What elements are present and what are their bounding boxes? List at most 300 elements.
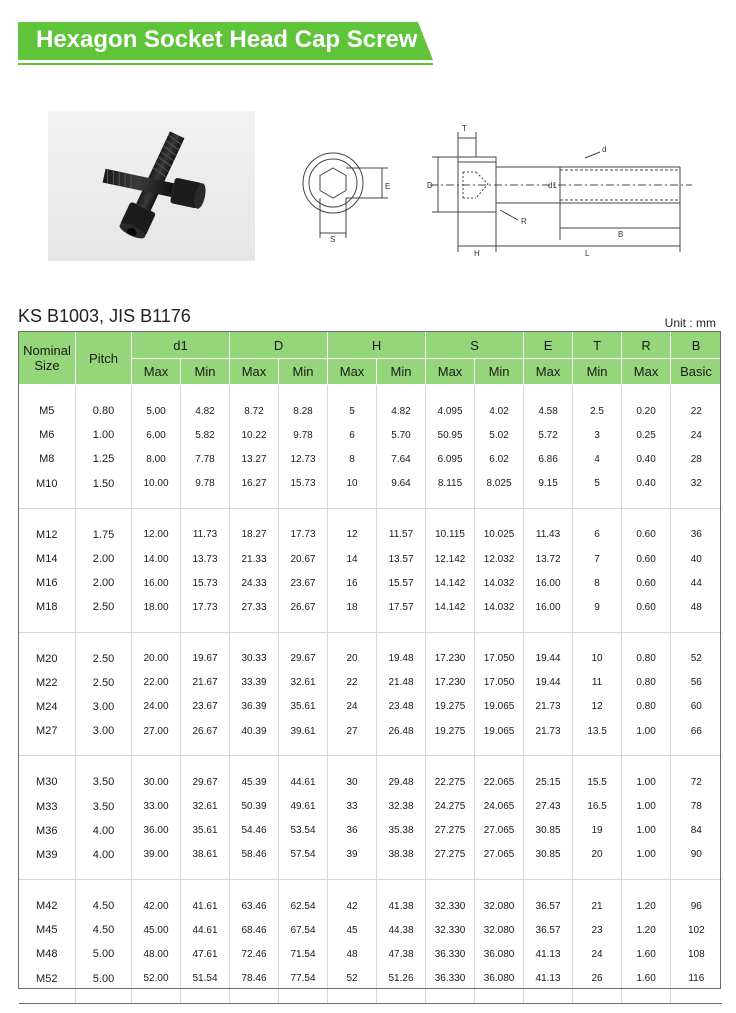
- table-cell: 16.00: [524, 571, 573, 595]
- table-cell: 66: [671, 719, 722, 756]
- table-cell: 19.275: [426, 695, 475, 719]
- table-cell: 52: [671, 632, 722, 671]
- cell-pitch: 2.00: [76, 547, 132, 571]
- header-pitch: Pitch: [76, 332, 132, 385]
- label-S: S: [330, 235, 336, 244]
- table-cell: 90: [671, 843, 722, 880]
- label-H: H: [474, 249, 480, 258]
- table-cell: 26.67: [279, 595, 328, 632]
- table-cell: 17.57: [377, 595, 426, 632]
- cell-nominal-size: M39: [19, 843, 76, 880]
- table-cell: 12.73: [279, 447, 328, 471]
- table-cell: 39: [328, 843, 377, 880]
- table-cell: 15.57: [377, 571, 426, 595]
- table-cell: 8.00: [132, 447, 181, 471]
- table-cell: 21.73: [524, 695, 573, 719]
- table-cell: 9.78: [279, 423, 328, 447]
- table-cell: 7.64: [377, 447, 426, 471]
- subheader: Max: [622, 359, 671, 385]
- cell-pitch: 4.50: [76, 880, 132, 919]
- table-cell: 35.38: [377, 819, 426, 843]
- table-cell: 32.330: [426, 918, 475, 942]
- table-cell: 63.46: [230, 880, 279, 919]
- cell-nominal-size: M52: [19, 967, 76, 1004]
- table-cell: 54.46: [230, 819, 279, 843]
- table-cell: 4: [573, 447, 622, 471]
- table-cell: 25.15: [524, 756, 573, 795]
- header-T: T: [573, 332, 622, 359]
- table-cell: 45.00: [132, 918, 181, 942]
- table-cell: 0.60: [622, 571, 671, 595]
- table-cell: 36.57: [524, 880, 573, 919]
- table-cell: 32: [671, 472, 722, 509]
- table-cell: 32.38: [377, 794, 426, 818]
- table-cell: 0.40: [622, 472, 671, 509]
- table-row: [19, 967, 722, 1004]
- table-cell: 5.00: [132, 385, 181, 424]
- table-row: [19, 595, 722, 632]
- table-cell: 0.80: [622, 695, 671, 719]
- table-cell: 6.86: [524, 447, 573, 471]
- table-cell: 24.00: [132, 695, 181, 719]
- table-cell: 5.82: [181, 423, 230, 447]
- table-row: [19, 695, 722, 719]
- table-cell: 0.80: [622, 671, 671, 695]
- table-cell: 36.57: [524, 918, 573, 942]
- label-D: D: [427, 181, 433, 190]
- table-row: [19, 447, 722, 471]
- label-d: d: [602, 145, 607, 154]
- table-cell: 32.61: [181, 794, 230, 818]
- table-cell: 6.00: [132, 423, 181, 447]
- table-cell: 20.67: [279, 547, 328, 571]
- table-cell: 56: [671, 671, 722, 695]
- table-cell: 11.57: [377, 508, 426, 547]
- cell-nominal-size: M33: [36, 800, 58, 813]
- table-cell: 22: [328, 671, 377, 695]
- table-cell: 47.61: [181, 942, 230, 966]
- table-cell: 24.33: [230, 571, 279, 595]
- table-cell: 0.80: [622, 632, 671, 671]
- table-row: [19, 719, 722, 756]
- table-cell: 47.38: [377, 942, 426, 966]
- cell-pitch: 5.00: [76, 967, 132, 1004]
- table-cell: 35.61: [181, 819, 230, 843]
- subheader: Min: [279, 359, 328, 385]
- header-D: D: [230, 332, 328, 359]
- table-row: [19, 671, 722, 695]
- table-row: [19, 385, 722, 424]
- table-row: [19, 880, 722, 919]
- header-H: H: [328, 332, 426, 359]
- cell-nominal-size: M12: [36, 528, 58, 541]
- table-cell: 1.00: [622, 794, 671, 818]
- table-cell: 9: [573, 595, 622, 632]
- cell-pitch: 3.00: [76, 695, 132, 719]
- table-cell: 15.5: [573, 756, 622, 795]
- table-cell: 44.61: [181, 918, 230, 942]
- cell-pitch: 1.25: [76, 447, 132, 471]
- cell-nominal-size: M5: [39, 405, 55, 418]
- cell-nominal-size: M6: [39, 429, 55, 442]
- table-cell: 14.032: [475, 595, 524, 632]
- cell-pitch: 0.80: [76, 385, 132, 424]
- table-cell: 42.00: [132, 880, 181, 919]
- table-cell: 78: [671, 794, 722, 818]
- table-cell: 33.39: [230, 671, 279, 695]
- table-row: [19, 918, 722, 942]
- table-cell: 1.00: [622, 719, 671, 756]
- table-cell: 57.54: [279, 843, 328, 880]
- table-cell: 10.115: [426, 508, 475, 547]
- table-row: [19, 819, 722, 843]
- table-cell: 13.73: [181, 547, 230, 571]
- subheader: Max: [426, 359, 475, 385]
- table-cell: 16.5: [573, 794, 622, 818]
- table-cell: 6: [573, 508, 622, 547]
- table-cell: 36.330: [426, 942, 475, 966]
- table-cell: 6.095: [426, 447, 475, 471]
- table-cell: 36: [328, 819, 377, 843]
- subheader: Max: [328, 359, 377, 385]
- technical-diagram: [300, 120, 700, 265]
- unit-label: Unit : mm: [664, 316, 716, 330]
- table-cell: 50.95: [426, 423, 475, 447]
- table-cell: 19.44: [524, 671, 573, 695]
- table-cell: 4.82: [377, 385, 426, 424]
- table-row: [19, 423, 722, 447]
- table-cell: 26.67: [181, 719, 230, 756]
- table-cell: 13.5: [573, 719, 622, 756]
- table-body: [19, 385, 722, 1004]
- table-cell: 5: [573, 472, 622, 509]
- cell-nominal-size: M22: [36, 676, 58, 689]
- table-cell: 18.00: [132, 595, 181, 632]
- table-cell: 16.27: [230, 472, 279, 509]
- cell-nominal-size: M10: [19, 472, 76, 509]
- table-cell: 96: [671, 880, 722, 919]
- table-cell: 11.43: [524, 508, 573, 547]
- table-cell: 3: [573, 423, 622, 447]
- cell-nominal-size: M27: [19, 719, 76, 756]
- table-cell: 20.00: [132, 632, 181, 671]
- table-cell: 22.065: [475, 756, 524, 795]
- table-cell: 9.15: [524, 472, 573, 509]
- table-cell: 38.61: [181, 843, 230, 880]
- cell-pitch: 1.00: [76, 423, 132, 447]
- table-cell: 23.48: [377, 695, 426, 719]
- table-cell: 67.54: [279, 918, 328, 942]
- cell-pitch: 4.00: [76, 843, 132, 880]
- table-cell: 9.64: [377, 472, 426, 509]
- table-cell: 0.60: [622, 595, 671, 632]
- label-d1: d1: [548, 181, 557, 190]
- table-cell: 18: [328, 595, 377, 632]
- table-cell: 17.050: [475, 632, 524, 671]
- table-cell: 19.44: [524, 632, 573, 671]
- table-cell: 14.142: [426, 595, 475, 632]
- table-row: [19, 571, 722, 595]
- table-cell: 58.46: [230, 843, 279, 880]
- table-cell: 1.00: [622, 756, 671, 795]
- table-cell: 23.67: [181, 695, 230, 719]
- product-photo: [48, 111, 255, 261]
- table-cell: 27.33: [230, 595, 279, 632]
- cell-pitch: 1.50: [76, 472, 132, 509]
- table-cell: 51.26: [377, 967, 426, 1004]
- table-cell: 19.48: [377, 632, 426, 671]
- subheader: Min: [573, 359, 622, 385]
- table-cell: 0.60: [622, 547, 671, 571]
- title-underline: [18, 63, 433, 65]
- table-cell: 14.00: [132, 547, 181, 571]
- cell-nominal-size: M8: [39, 453, 55, 466]
- table-cell: 27.43: [524, 794, 573, 818]
- table-cell: 30.33: [230, 632, 279, 671]
- table-cell: 19.275: [426, 719, 475, 756]
- table-row: [19, 547, 722, 571]
- table-cell: 0.25: [622, 423, 671, 447]
- table-cell: 17.230: [426, 632, 475, 671]
- cell-pitch: 1.75: [76, 508, 132, 547]
- table-cell: 1.20: [622, 880, 671, 919]
- cell-nominal-size: M45: [36, 924, 58, 937]
- table-cell: 1.60: [622, 942, 671, 966]
- table-cell: 26: [573, 967, 622, 1004]
- table-cell: 21.33: [230, 547, 279, 571]
- end-view: [303, 153, 391, 238]
- table-cell: 17.73: [181, 595, 230, 632]
- table-cell: 40.39: [230, 719, 279, 756]
- side-view: [430, 132, 692, 252]
- cell-pitch: 2.50: [76, 595, 132, 632]
- table-cell: 12.032: [475, 547, 524, 571]
- table-cell: 21: [573, 880, 622, 919]
- table-cell: 11: [573, 671, 622, 695]
- table-cell: 17.73: [279, 508, 328, 547]
- table-cell: 45: [328, 918, 377, 942]
- table-cell: 1.00: [622, 843, 671, 880]
- table-cell: 48.00: [132, 942, 181, 966]
- table-cell: 12.142: [426, 547, 475, 571]
- table-cell: 0.40: [622, 447, 671, 471]
- table-row: [19, 756, 722, 795]
- table-cell: 29.67: [279, 632, 328, 671]
- subheader: Min: [181, 359, 230, 385]
- cell-pitch: 2.50: [76, 671, 132, 695]
- table-cell: 53.54: [279, 819, 328, 843]
- table-cell: 44.61: [279, 756, 328, 795]
- label-T: T: [462, 124, 467, 133]
- table-cell: 38.38: [377, 843, 426, 880]
- table-cell: 42: [328, 880, 377, 919]
- table-cell: 27.275: [426, 819, 475, 843]
- table-cell: 36.330: [426, 967, 475, 1004]
- cell-pitch: 5.00: [76, 942, 132, 966]
- table-cell: 4.02: [475, 385, 524, 424]
- table-cell: 10.025: [475, 508, 524, 547]
- table-cell: 39.00: [132, 843, 181, 880]
- table-cell: 24.065: [475, 794, 524, 818]
- cell-nominal-size: M24: [36, 700, 58, 713]
- table-cell: 20: [573, 843, 622, 880]
- cell-nominal-size: M18: [19, 595, 76, 632]
- table-cell: 1.60: [622, 967, 671, 1004]
- table-cell: 52.00: [132, 967, 181, 1004]
- table-cell: 4.095: [426, 385, 475, 424]
- cell-nominal-size: M16: [36, 577, 58, 590]
- table-cell: 27.00: [132, 719, 181, 756]
- table-row: [19, 472, 722, 509]
- table-cell: 16.00: [132, 571, 181, 595]
- table-cell: 29.48: [377, 756, 426, 795]
- table-cell: 22: [671, 385, 722, 424]
- table-cell: 21.48: [377, 671, 426, 695]
- table-row: [19, 843, 722, 880]
- dimension-drawing: [300, 120, 700, 265]
- table-cell: 9.78: [181, 472, 230, 509]
- table-cell: 19: [573, 819, 622, 843]
- table-cell: 45.39: [230, 756, 279, 795]
- table-cell: 33: [328, 794, 377, 818]
- table-cell: 8: [328, 447, 377, 471]
- table-cell: 40: [671, 547, 722, 571]
- table-cell: 12: [573, 695, 622, 719]
- table-cell: 22.275: [426, 756, 475, 795]
- table-cell: 32.61: [279, 671, 328, 695]
- table-cell: 24: [328, 695, 377, 719]
- screw-photo-illustration: [48, 111, 255, 261]
- table-cell: 102: [671, 918, 722, 942]
- cell-nominal-size: M20: [36, 652, 58, 665]
- table-cell: 51.54: [181, 967, 230, 1004]
- title-banner: [18, 22, 433, 60]
- table-cell: 19.67: [181, 632, 230, 671]
- table-cell: 26.48: [377, 719, 426, 756]
- header-nominal-size: Nominal Size: [19, 332, 76, 385]
- label-R: R: [521, 217, 527, 226]
- table-cell: 48: [328, 942, 377, 966]
- table-cell: 14: [328, 547, 377, 571]
- subheader: Max: [230, 359, 279, 385]
- table-cell: 16: [328, 571, 377, 595]
- table-cell: 41.13: [524, 967, 573, 1004]
- table-cell: 72: [671, 756, 722, 795]
- table-cell: 6: [328, 423, 377, 447]
- subheader: Basic: [671, 359, 722, 385]
- table-cell: 68.46: [230, 918, 279, 942]
- table-cell: 23: [573, 918, 622, 942]
- table-cell: 84: [671, 819, 722, 843]
- table-cell: 7: [573, 547, 622, 571]
- header-S: S: [426, 332, 524, 359]
- table-cell: 41.38: [377, 880, 426, 919]
- header-R: R: [622, 332, 671, 359]
- table-cell: 19.065: [475, 719, 524, 756]
- table-cell: 29.67: [181, 756, 230, 795]
- header-B: B: [671, 332, 722, 359]
- table-cell: 22.00: [132, 671, 181, 695]
- table-cell: 52: [328, 967, 377, 1004]
- table-cell: 16.00: [524, 595, 573, 632]
- header-E: E: [524, 332, 573, 359]
- label-E: E: [385, 182, 391, 191]
- table-cell: 14.032: [475, 571, 524, 595]
- table-cell: 36.080: [475, 967, 524, 1004]
- table-row: [19, 508, 722, 547]
- table-cell: 36.080: [475, 942, 524, 966]
- subheader: Max: [132, 359, 181, 385]
- table-cell: 5.70: [377, 423, 426, 447]
- cell-pitch: 3.00: [76, 719, 132, 756]
- table-cell: 10: [573, 632, 622, 671]
- table-cell: 11.73: [181, 508, 230, 547]
- table-cell: 24.275: [426, 794, 475, 818]
- table-cell: 1.00: [622, 819, 671, 843]
- table-cell: 20: [328, 632, 377, 671]
- cell-pitch: 4.50: [76, 918, 132, 942]
- table-cell: 15.73: [279, 472, 328, 509]
- label-B: B: [618, 230, 624, 239]
- table-cell: 19.065: [475, 695, 524, 719]
- page-title: Hexagon Socket Head Cap Screw: [36, 26, 418, 53]
- table-cell: 30: [328, 756, 377, 795]
- table-cell: 5.02: [475, 423, 524, 447]
- table-cell: 1.20: [622, 918, 671, 942]
- table-cell: 32.080: [475, 880, 524, 919]
- table-cell: 12.00: [132, 508, 181, 547]
- table-row: [19, 632, 722, 671]
- table-cell: 27.065: [475, 843, 524, 880]
- cell-pitch: 3.50: [76, 794, 132, 818]
- table-cell: 8.72: [230, 385, 279, 424]
- table-cell: 23.67: [279, 571, 328, 595]
- table-cell: 14.142: [426, 571, 475, 595]
- header-d1: d1: [132, 332, 230, 359]
- table-cell: 60: [671, 695, 722, 719]
- cell-pitch: 2.00: [76, 571, 132, 595]
- table-cell: 8.115: [426, 472, 475, 509]
- table-cell: 71.54: [279, 942, 328, 966]
- table-row: [19, 942, 722, 966]
- table-cell: 13.57: [377, 547, 426, 571]
- standard-title: KS B1003, JIS B1176: [18, 306, 191, 326]
- table-cell: 18.27: [230, 508, 279, 547]
- cell-nominal-size: M42: [36, 900, 58, 913]
- table-cell: 4.82: [181, 385, 230, 424]
- cell-nominal-size: M48: [36, 948, 58, 961]
- table-cell: 39.61: [279, 719, 328, 756]
- table-cell: 13.27: [230, 447, 279, 471]
- table-cell: 32.080: [475, 918, 524, 942]
- table-cell: 17.050: [475, 671, 524, 695]
- table-cell: 27.275: [426, 843, 475, 880]
- table-cell: 44: [671, 571, 722, 595]
- table-cell: 72.46: [230, 942, 279, 966]
- cell-nominal-size: M36: [36, 824, 58, 837]
- cell-nominal-size: M14: [36, 553, 58, 566]
- table-cell: 108: [671, 942, 722, 966]
- header-row-groups: [19, 332, 722, 359]
- table-cell: 10.00: [132, 472, 181, 509]
- table-cell: 5.72: [524, 423, 573, 447]
- table-cell: 24: [573, 942, 622, 966]
- table-cell: 41.13: [524, 942, 573, 966]
- cell-nominal-size: M30: [36, 776, 58, 789]
- table-cell: 6.02: [475, 447, 524, 471]
- table-cell: 21.67: [181, 671, 230, 695]
- table-cell: 48: [671, 595, 722, 632]
